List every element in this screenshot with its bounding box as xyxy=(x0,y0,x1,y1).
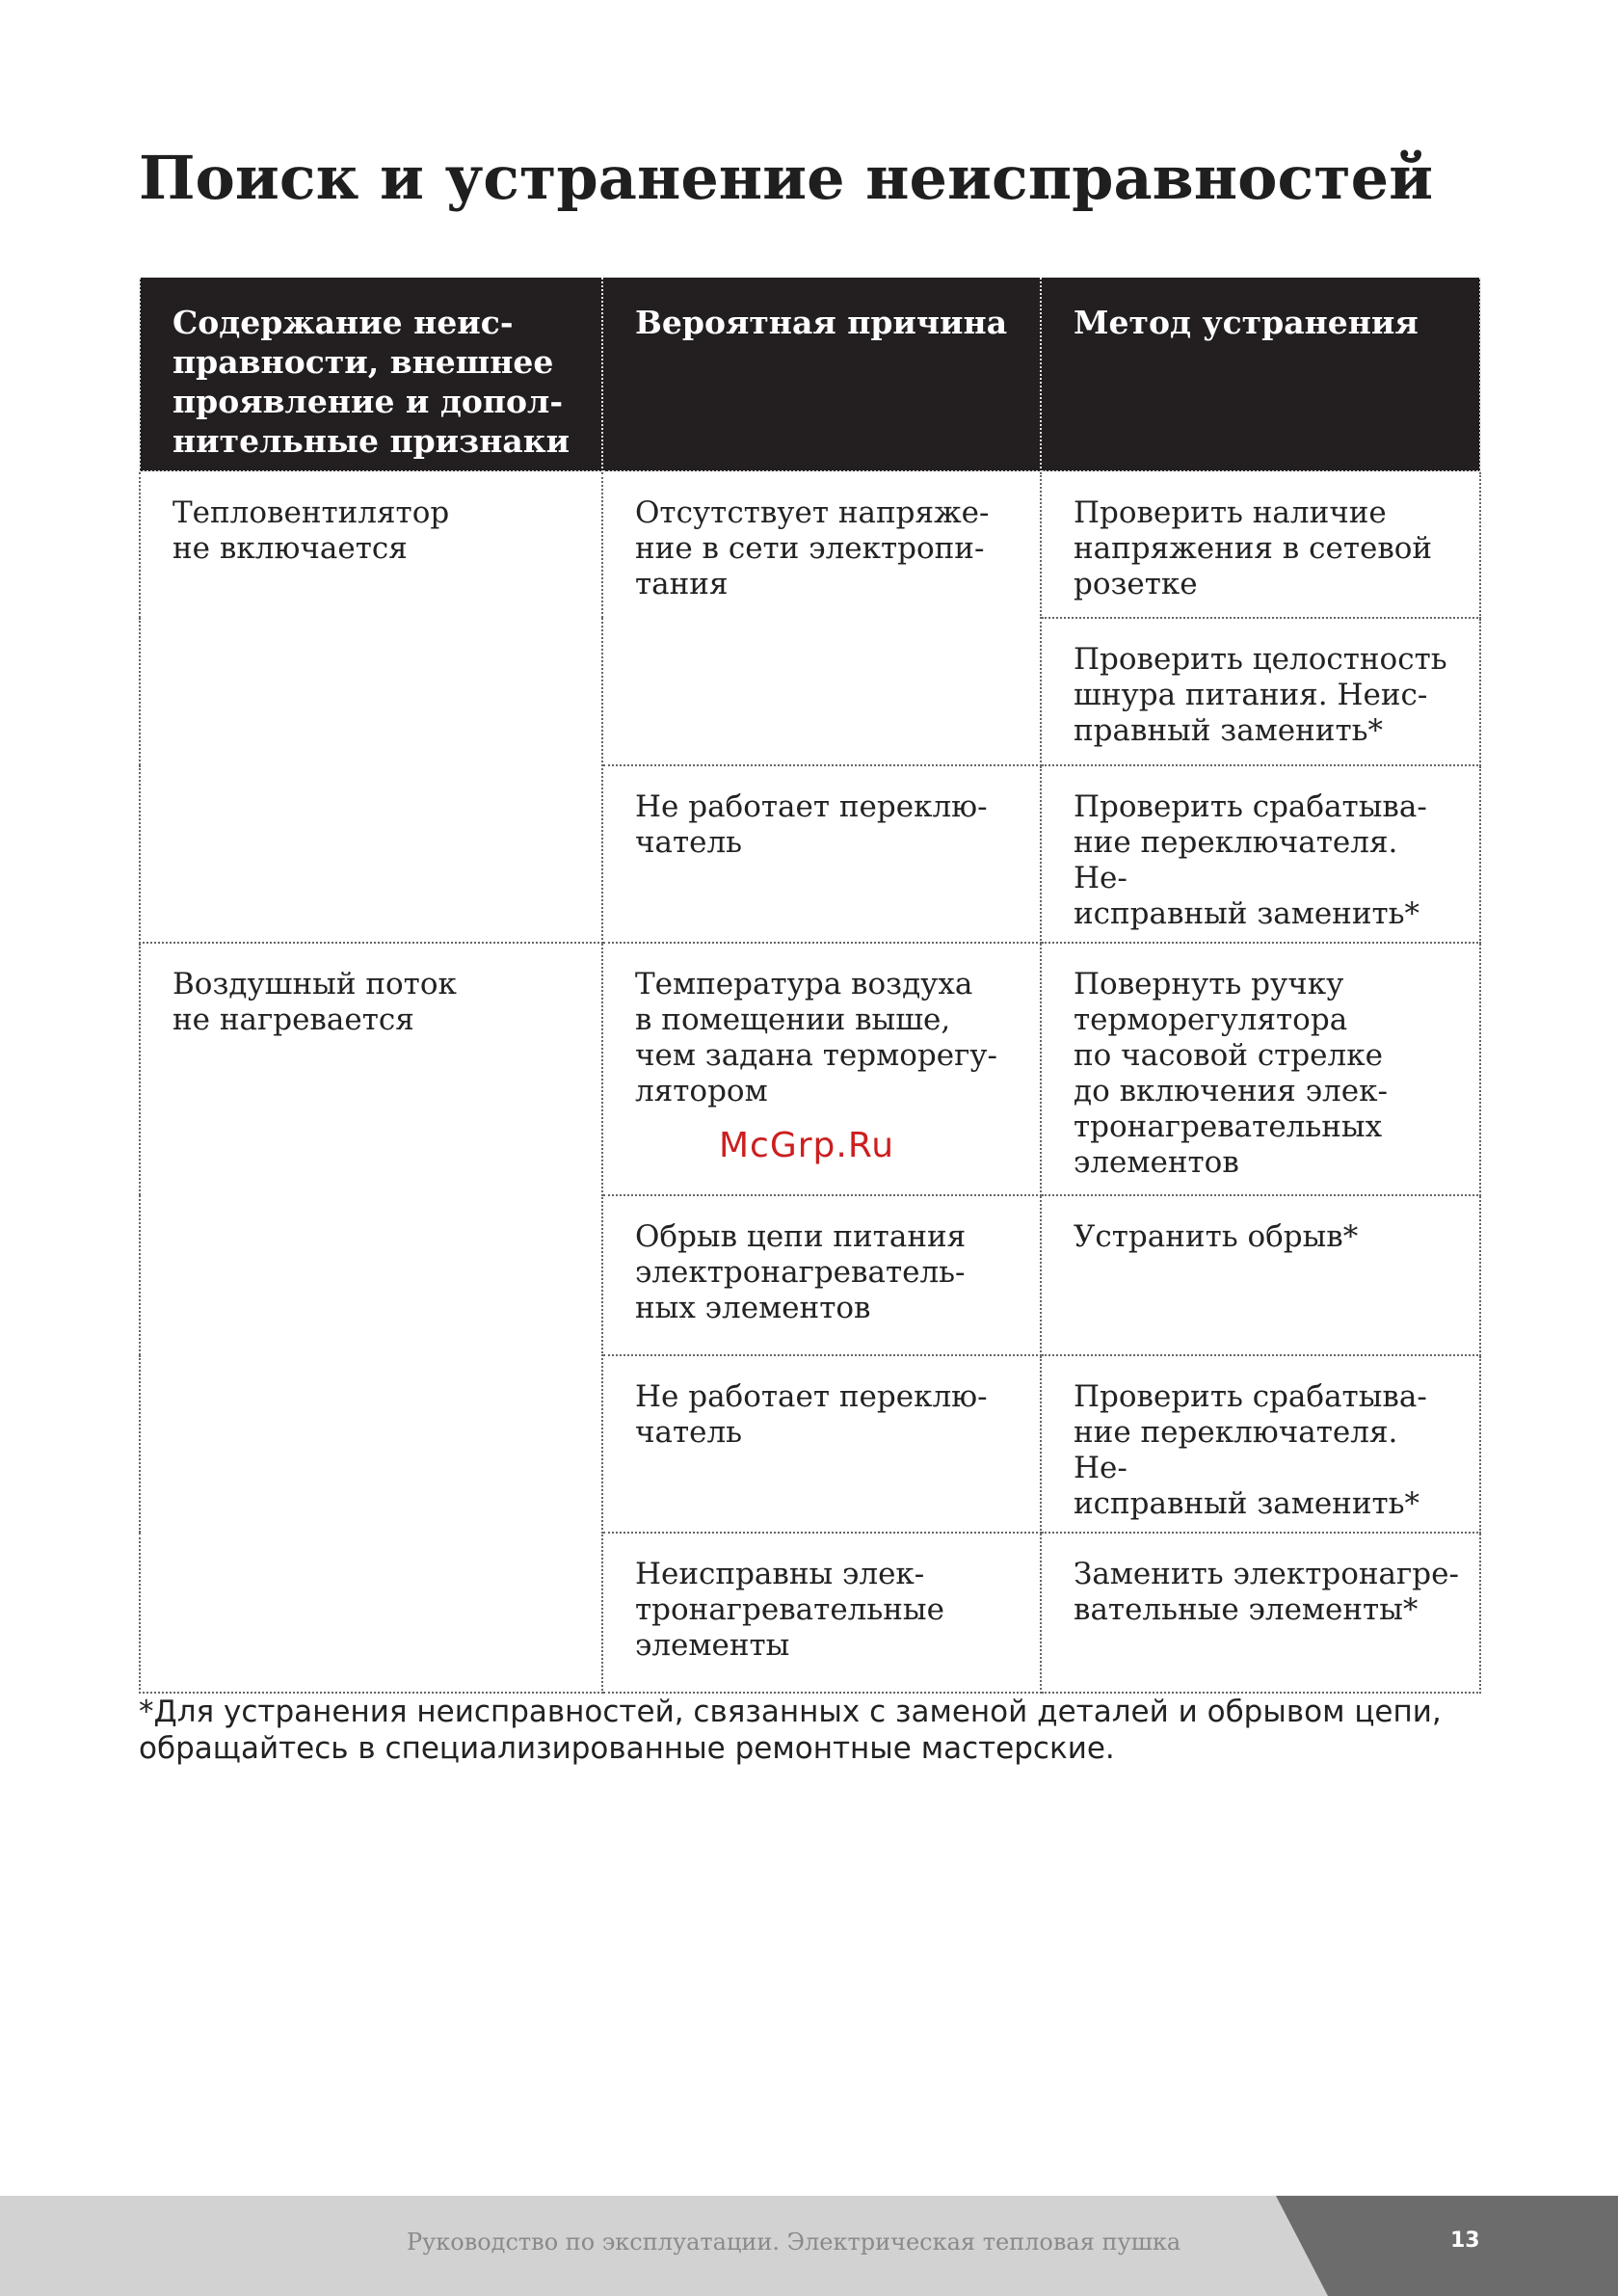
footnote-line: *Для устранения неисправностей, связанных с заменой деталей и обрывом цепи, xyxy=(139,1695,1442,1729)
remedy-cell: Проверить срабатыва- ние переключателя. Не- исправный заменить* xyxy=(1041,765,1480,943)
page-number: 13 xyxy=(1450,2229,1480,2253)
cause-cell: Неисправны элек- тронагревательные элементы xyxy=(602,1533,1041,1693)
table-header-row xyxy=(140,278,1480,471)
footer-text: Руководство по эксплуатации. Электрическая тепловая пушка xyxy=(407,2229,1181,2256)
header-symptom: Содержание неис- правности, внешнее проявление и допол- нительные признаки xyxy=(140,278,602,471)
table-row xyxy=(140,471,1480,618)
cause-cell: Не работает переклю- чатель xyxy=(602,765,1041,943)
header-remedy: Метод устранения xyxy=(1041,278,1480,471)
page-title: Поиск и устранение неисправностей xyxy=(139,143,1434,213)
header-cause: Вероятная причина xyxy=(602,278,1041,471)
watermark: McGrp.Ru xyxy=(719,1126,895,1165)
troubleshooting-table xyxy=(139,278,1481,1694)
footnote xyxy=(139,1694,1507,1767)
footnote-line: обращайтесь в специализированные ремонтные мастерские. xyxy=(139,1731,1115,1766)
cause-cell: Не работает переклю- чатель xyxy=(602,1355,1041,1533)
remedy-cell: Проверить срабатыва- ние переключателя. Не- исправный заменить* xyxy=(1041,1355,1480,1533)
remedy-cell: Проверить целостность шнура питания. Неис- правный заменить* xyxy=(1041,618,1480,765)
cause-cell: Температура воздуха в помещении выше, чем задана терморегу- лятором xyxy=(602,943,1041,1195)
page-footer xyxy=(0,2196,1618,2296)
cause-cell: Обрыв цепи питания электронагреватель- ных элементов xyxy=(602,1195,1041,1355)
symptom-cell: Воздушный поток не нагревается xyxy=(140,943,602,1693)
remedy-cell: Заменить электронагре- вательные элементы* xyxy=(1041,1533,1480,1693)
remedy-cell: Устранить обрыв* xyxy=(1041,1195,1480,1355)
remedy-cell: Проверить наличие напряжения в сетевой розетке xyxy=(1041,471,1480,618)
symptom-cell: Тепловентилятор не включается xyxy=(140,471,602,943)
page-number-tab xyxy=(1276,2196,1618,2296)
cause-cell: Отсутствует напряже- ние в сети электропи- тания xyxy=(602,471,1041,765)
remedy-cell: Повернуть ручку терморегулятора по часовой стрелке до включения элек- тронагревательных элементов xyxy=(1041,943,1480,1195)
